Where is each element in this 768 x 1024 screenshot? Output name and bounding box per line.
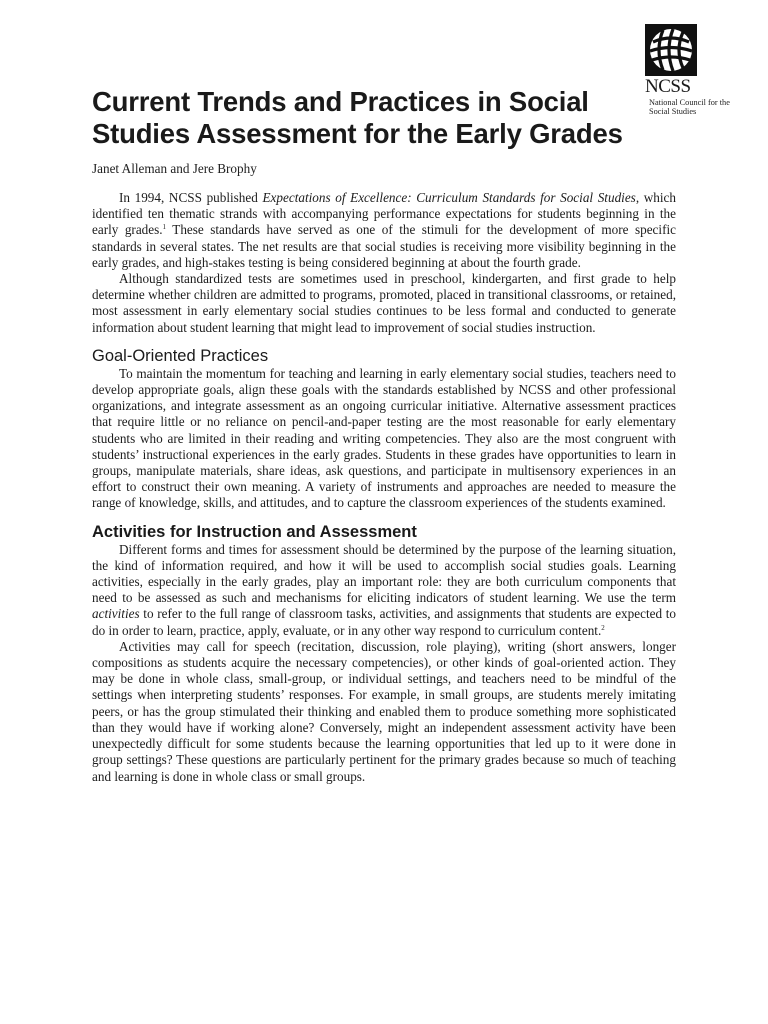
logo-caption	[649, 98, 744, 116]
article-body	[92, 190, 676, 785]
paragraph-5: Activities may call for speech (recitation, discussion, role playing), writing (short answers, longer compositions as students acquire the necessary competencies), or other kinds of goal-oriented action. They may be done in whole class, small-group, or individual settings, and teachers need to be mindful of the settings when interpreting students’ responses. For example, in small groups, are students merely imitating peers, or has the group stimulated their thinking and enabled them to produce something more sophisticated than they would have if working alone? Conversely, might an independent assessment activity have been unexpectedly difficult for some students because the learning opportunities that led up to it were done in group settings? These questions are particularly pertinent for the primary grades because so much of teaching and learning is done in whole class or small groups.	[92, 638, 676, 784]
section-heading-activities: Activities for Instruction and Assessment	[92, 522, 417, 541]
paragraph-3: To maintain the momentum for teaching and learning in early elementary social studies, teachers need to develop appropriate goals, align these goals with the standards established by NCSS and other professional organizations, and integrate assessment as an ongoing curricular initiative. Alternative assessment practices that require little or no reliance on pencil-and-paper testing are the most reasonable for early elementary students who are limited in their reading and writing competencies. They also are the most congruent with students’ instructional experiences in the early grades. Students in these grades have opportunities to learn in groups, manipulate materials, share ideas, ask questions, and participate in multisensory experiences in an effort to construct their own meaning. A variety of instruments and approaches are needed to measure the range of knowledge, skills, and attitudes, and to capture the classroom experiences of the students examined.	[92, 365, 676, 511]
section-heading-goal-oriented: Goal-Oriented Practices	[92, 346, 269, 365]
logo-wordmark: NCSS	[645, 76, 691, 97]
article-title	[92, 86, 642, 150]
authors: Janet Alleman and Jere Brophy	[92, 161, 257, 176]
paragraph-2: Although standardized tests are sometimes used in preschool, kindergarten, and first grade to help determine whether children are admitted to programs, promoted, placed in transitional classrooms, or retained, most assessment in early elementary social studies continues to be less formal and conducted to generate information about student learning that might lead to improvement of social studies instruction.	[92, 271, 676, 335]
footnote-ref-1: 1	[162, 223, 167, 232]
ncss-logo	[645, 24, 745, 116]
title-line2: Studies Assessment for the Early Grades	[92, 118, 623, 149]
footnote-ref-2: 2	[601, 623, 605, 632]
globe-icon	[645, 24, 697, 76]
logo-caption-line1: National Council for the	[649, 98, 730, 107]
paragraph-1: In 1994, NCSS published Expectations of Excellence: Curriculum Standards for Social Studies, which identified ten thematic strands with accompanying performance expectations for students beginning in the early grades.$^1$ These standards have served as one of the stimuli for the development of more specific standards in several states. The net results are that social studies is receiving more visibility beginning in the early grades, and high-stakes testing is being considered beginning at about the fourth grade.	[92, 190, 676, 270]
title-line1: Current Trends and Practices in Social	[92, 86, 589, 117]
term-activities: activities	[92, 606, 140, 622]
paragraph-4: Different forms and times for assessment should be determined by the purpose of the learning situation, the kind of information required, and how it will be used to accomplish social studies goals. Learning activities, especially in the early grades, play an important role: they are both curriculum components that need to be assessed as such and mechanisms for eliciting indicators of student learning. We use the term activities to refer to the full range of classroom tasks, activities, and assignments that students are expected to do in order to learn, practice, apply, evaluate, or in any other way respond to curriculum content.$^2$	[92, 541, 676, 638]
publication-title: Expectations of Excellence: Curriculum Standards for Social Studies	[262, 190, 636, 205]
logo-caption-line2: Social Studies	[649, 107, 697, 116]
